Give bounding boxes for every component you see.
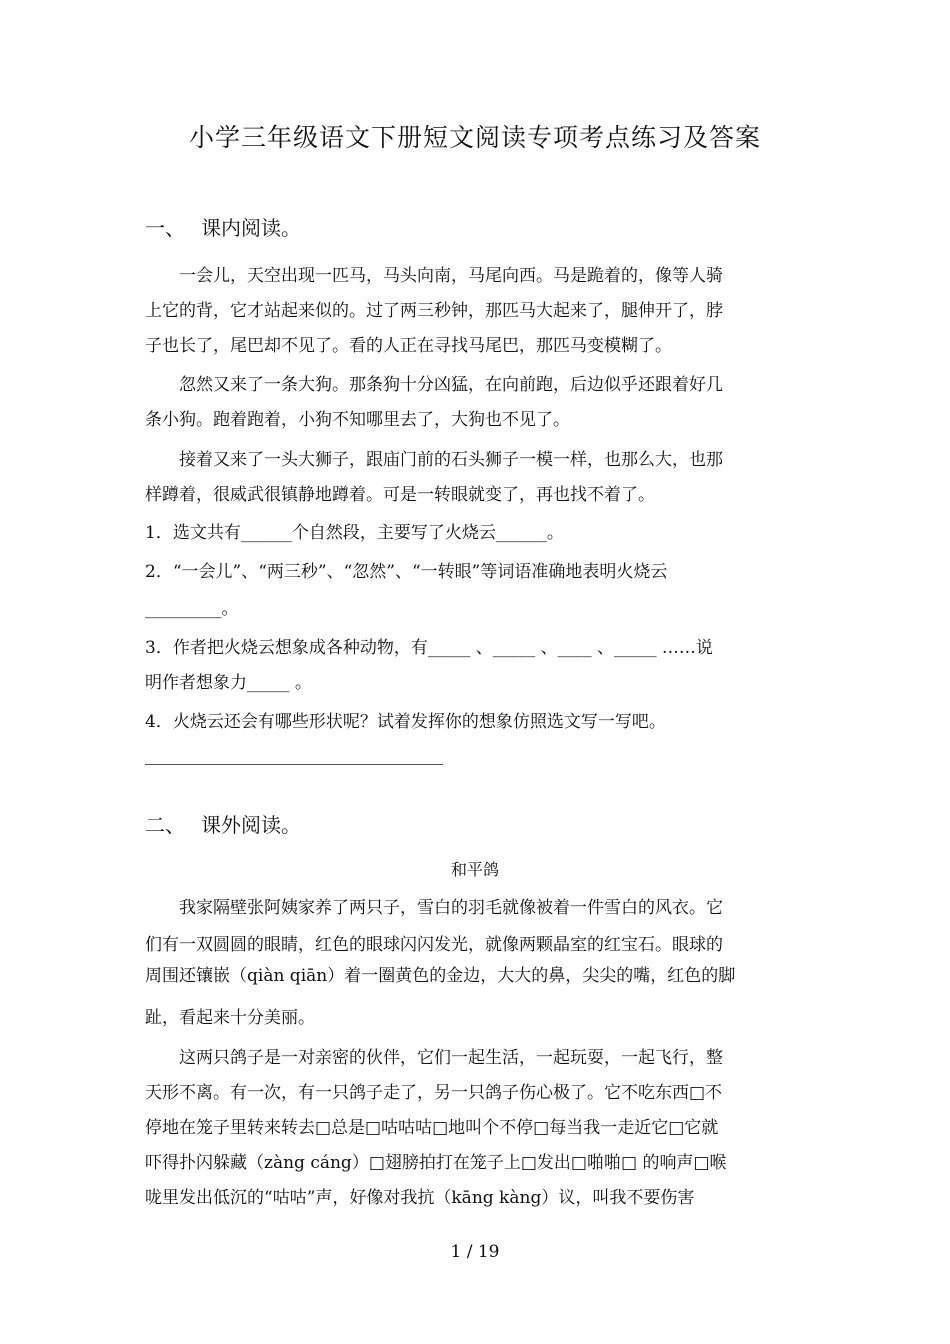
section-label: 课外阅读。	[201, 813, 301, 837]
question-3: 3．作者把火烧云想象成各种动物，有_____ 、_____ 、____ 、_____ ……说	[145, 638, 713, 658]
question-2: 2．“一会儿”、“两三秒”、“忽然”、“一转眼”等词语准确地表明火烧云	[145, 562, 668, 582]
paragraph-line: 忽然又来了一条大狗。那条狗十分凶猛，在向前跑，后边似乎还跟着好几	[179, 375, 723, 395]
paragraph-line: 接着又来了一头大狮子，跟庙门前的石头狮子一模一样，也那么大，也那	[179, 450, 723, 470]
question-4: 4．火烧云还会有哪些形状呢？试着发挥你的想象仿照选文写一写吧。	[145, 712, 666, 732]
paragraph-line: 上它的背，它才站起来似的。过了两三秒钟，那匹马大起来了，腿伸开了，脖	[145, 301, 723, 321]
paragraph-line: 一会儿，天空出现一匹马，马头向南，马尾向西。马是跪着的，像等人骑	[179, 266, 723, 286]
paragraph-line: 吓得扑闪躲藏（zàng cáng）□翅膀拍打在笼子上□发出□啪啪□ 的响声□喉	[145, 1153, 727, 1173]
question-2-answer-blank: _________。	[145, 599, 239, 619]
paragraph-line: 咙里发出低沉的“咕咕”声，好像对我抗（kāng kàng）议，叫我不要伤害	[145, 1188, 695, 1208]
paragraph-line: 样蹲着，很威武很镇静地蹲着。可是一转眼就变了，再也找不着了。	[145, 485, 655, 505]
paragraph-line: 子也长了，尾巴却不见了。看的人正在寻找马尾巴，那匹马变模糊了。	[145, 336, 672, 356]
answer-line	[145, 764, 443, 765]
question-1: 1．选文共有______个自然段，主要写了火烧云______。	[145, 523, 564, 543]
section-number: 一、	[145, 216, 185, 240]
paragraph-line: 这两只鸽子是一对亲密的伙伴，它们一起生活，一起玩耍，一起飞行，整	[179, 1048, 723, 1068]
section-number: 二、	[145, 813, 185, 837]
story-title: 和平鸽	[450, 860, 499, 879]
paragraph-line: 我家隔壁张阿姨家养了两只子，雪白的羽毛就像被着一件雪白的风衣。它	[179, 898, 723, 918]
section-label: 课内阅读。	[201, 216, 301, 240]
paragraph-line: 天形不离。有一次，有一只鸽子走了，另一只鸽子伤心极了。它不吃东西□不	[145, 1083, 723, 1103]
paragraph-line: 周围还镶嵌（qiàn qiān）着一圈黄色的金边，大大的鼻，尖尖的嘴，红色的脚	[145, 966, 736, 986]
paragraph-line: 趾，看起来十分美丽。	[145, 1008, 315, 1028]
page-number: 1 / 19	[450, 1242, 500, 1262]
paragraph-line: 条小狗。跑着跑着，小狗不知哪里去了，大狗也不见了。	[145, 410, 570, 430]
question-3-continued: 明作者想象力_____ 。	[145, 673, 312, 693]
section-heading-1	[145, 212, 301, 241]
section-heading-2	[145, 809, 301, 838]
paragraph-line: 们有一双圆圆的眼睛，红色的眼球闪闪发光，就像两颗晶室的红宝石。眼球的	[145, 935, 723, 955]
page-title: 小学三年级语文下册短文阅读专项考点练习及答案	[188, 123, 761, 152]
paragraph-line: 停地在笼子里转来转去□总是□咕咕咕□地叫个不停□每当我一走近它□它就	[145, 1118, 719, 1138]
